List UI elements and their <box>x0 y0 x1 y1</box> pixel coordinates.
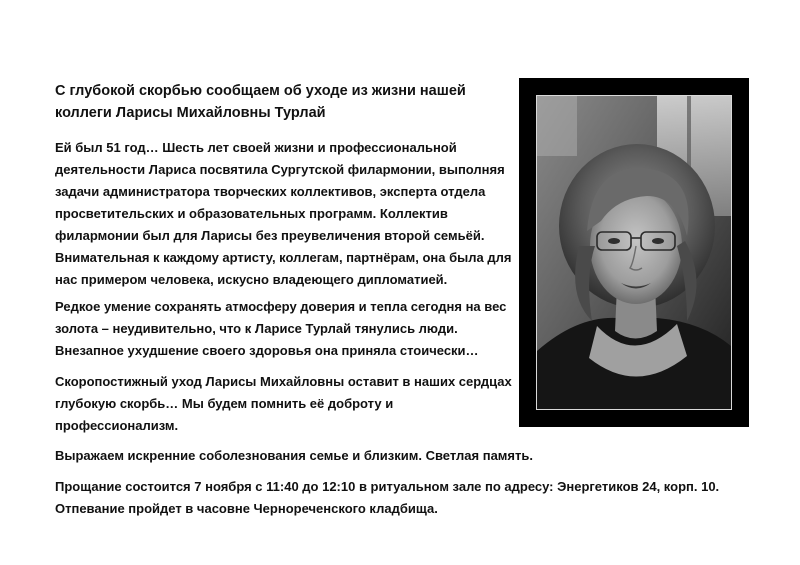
portrait-photo-icon <box>537 96 731 409</box>
paragraph-funeral-info: Прощание состоится 7 ноября с 11:40 до 12:10 в ритуальном зале по адресу: Энергетиков 24, корп. 10. Отпевание пройдет в часовне Чернореченского кладбища. <box>55 479 720 516</box>
paragraph-condolences: Выражаем искренние соболезнования семье и близким. Светлая память. <box>55 448 533 463</box>
portrait-photo <box>537 96 731 409</box>
paragraph-biography: Ей был 51 год… Шесть лет своей жизни и профессиональной деятельности Лариса посвятила Сургутской филармонии, выполняя задачи администратора творческих коллективов, эксперта отдела просветительских и образовательных программ. Коллектив филармонии был для Ларисы без преувеличения второй семьёй. Внимательная к каждому артисту, коллегам, партнёрам, она была для нас примером человека, искусно владеющего дипломатией. <box>55 140 512 287</box>
mourning-photo-frame <box>519 78 749 427</box>
page-title: С глубокой скорбью сообщаем об уходе из жизни нашей коллеги Ларисы Михайловны Турлай <box>55 83 466 121</box>
paragraph-remembrance: Скоропостижный уход Ларисы Михайловны оставит в наших сердцах глубокую скорбь… Мы будем помнить её доброту и профессионализм. <box>55 374 512 433</box>
paragraph-character: Редкое умение сохранять атмосферу доверия и тепла сегодня на вес золота – неудивительно, что к Ларисе Турлай тянулись люди. Внезапное ухудшение своего здоровья она приняла стоически… <box>55 299 507 358</box>
